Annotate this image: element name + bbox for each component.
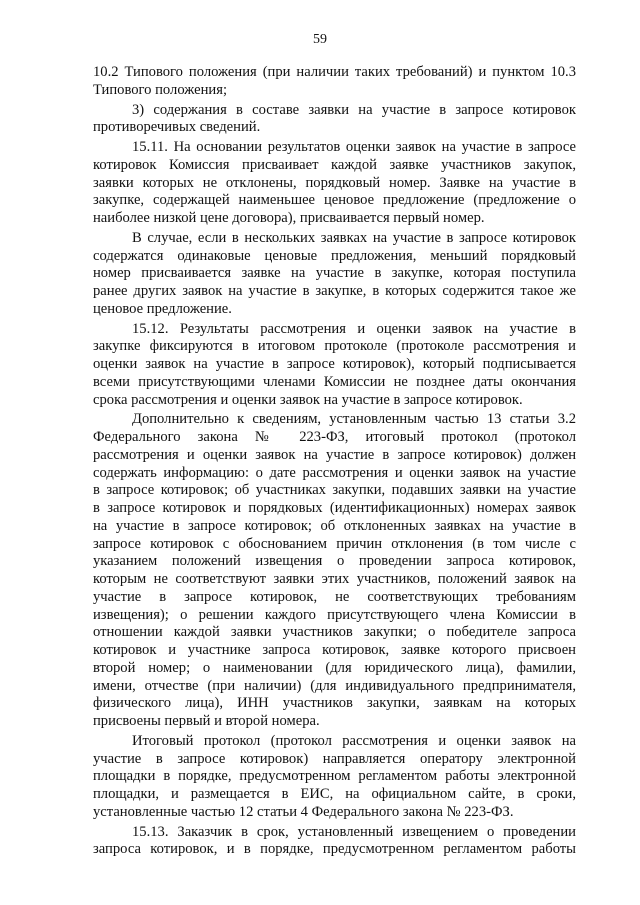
text-line: 15.13. Заказчик в срок, установленный извещением о проведении <box>132 823 576 840</box>
text-line: котировок Комиссия присваивает каждой заявке участников закупок, <box>93 156 576 173</box>
text-line: 10.2 Типового положения (при наличии таких требований) и пунктом 10.3 <box>93 64 576 80</box>
text-line: срока рассмотрения и оценки заявок на участие в запросе котировок. <box>93 391 523 408</box>
text-line: в запросе котировок и порядковых (идентификационных) номерах заявок <box>93 500 576 516</box>
paragraph <box>93 230 576 319</box>
text-line: извещения); о решении каждого присутствующего члена Комиссии в <box>93 606 576 623</box>
text-line: которым не соответствуют заявки этих участников, положений заявок на <box>93 571 576 587</box>
text-line: ранее других заявок на участие в закупке, в которых содержится такое же <box>93 283 576 299</box>
paragraph <box>93 139 576 228</box>
text-line: наиболее низкой цене договора), присваивается первый номер. <box>93 210 485 226</box>
paragraph <box>93 321 576 410</box>
document-body <box>93 64 576 861</box>
text-line: Федерального закона № 223-ФЗ, итоговый протокол (протокол <box>93 429 576 445</box>
text-line: второй номер; о наименовании (для юридического лица), фамилии, <box>93 659 576 676</box>
text-line: 3) содержания в составе заявки на участие в запросе котировок <box>132 101 576 118</box>
text-line: закупке, содержащей наименьшее ценовое предложение (предложение о <box>93 192 576 209</box>
paragraph <box>93 824 576 860</box>
text-line: содержать информацию: о дате рассмотрения и оценки заявок на участие <box>93 464 576 481</box>
text-line: рассмотрения и оценки заявок на участие в запросе котировок) должен <box>93 446 576 463</box>
text-line: содержатся одинаковые ценовые предложения, меньший порядковый <box>93 247 576 264</box>
text-line: ценовое предложение. <box>93 300 232 317</box>
paragraph <box>93 102 576 138</box>
text-line: Итоговый протокол (протокол рассмотрения и оценки заявок на <box>132 732 576 749</box>
text-line: котировок и участнике запроса котировок, заявке которого присвоен <box>93 642 576 658</box>
text-line: на участие в запросе котировок; об отклоненных заявках на участие в <box>93 517 576 534</box>
text-line: установленные частью 12 статьи 4 Федерального закона № 223-ФЗ. <box>93 803 514 820</box>
paragraph <box>93 733 576 822</box>
text-line: площадки в порядке, предусмотренном регламентом работы электронной <box>93 768 576 785</box>
text-line: имени, отчестве (при наличии) (для индивидуального предпринимателя, <box>93 677 576 694</box>
text-line: 15.11. На основании результатов оценки заявок на участие в запросе <box>132 139 576 155</box>
text-line: площадки, и размещается в ЕИС, на официальном сайте, в сроки, <box>93 786 576 802</box>
text-line: участие в запросе котировок) направляется оператору электронной <box>93 750 576 767</box>
text-line: номер присваивается заявке на участие в закупке, которая поступила <box>93 265 576 282</box>
text-line: физического лица), ИНН участников закупки, заявкам на которых <box>93 695 576 712</box>
text-line: участие в запросе котировок, не соответствующих требованиям <box>93 588 576 605</box>
text-line: 15.12. Результаты рассмотрения и оценки заявок на участие в <box>132 320 576 337</box>
text-line: противоречивых сведений. <box>93 119 261 136</box>
paragraph <box>93 411 576 731</box>
text-line: Типового положения; <box>93 81 228 98</box>
text-line: указанием положений извещения о проведении запроса котировок, <box>93 553 576 570</box>
text-line: в запросе котировок; об участниках закупки, подавших заявки на участие <box>93 482 576 499</box>
text-line: оценки заявок на участие в запросе котировок), который подписывается <box>93 356 576 372</box>
text-line: Дополнительно к сведениям, установленным частью 13 статьи 3.2 <box>132 411 576 428</box>
text-line: всеми присутствующими членами Комиссии не позднее даты окончания <box>93 373 576 390</box>
text-line: присвоены первый и второй номера. <box>93 713 320 729</box>
text-line: запросе котировок с обоснованием причин отклонения (в том числе с <box>93 535 576 552</box>
text-line: В случае, если в нескольких заявках на участие в запросе котировок <box>132 229 576 246</box>
paragraph <box>93 64 576 100</box>
text-line: закупке фиксируются в итоговом протоколе (протоколе рассмотрения и <box>93 338 576 355</box>
text-line: отношении каждой заявки участников закупки; о победителе запроса <box>93 624 576 641</box>
text-line: заявки которых не отклонены, порядковый номер. Заявке на участие в <box>93 174 576 191</box>
page-number: 59 <box>313 32 327 47</box>
text-line: запроса котировок, и в порядке, предусмотренном регламентом работы <box>93 841 576 858</box>
